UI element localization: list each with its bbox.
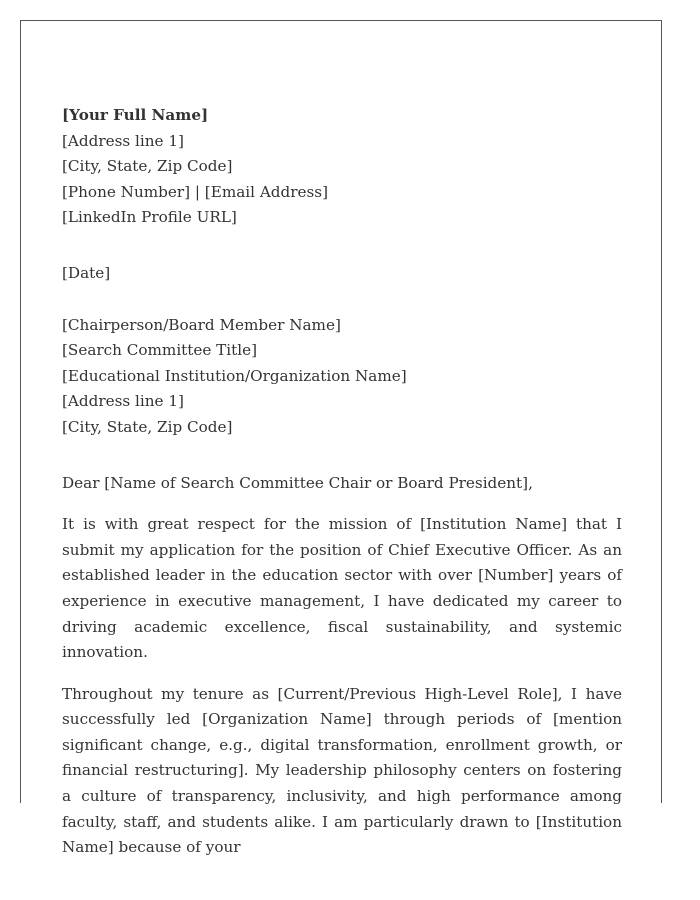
body-paragraph-1: It is with great respect for the mission of [Institution Name] that I submit my application for the position of Chief Executive Officer. As an established leader in the education sector with over [Number] years of experience in executive management, I have dedicated my career to driving academic excellence, fiscal sustainability, and systemic innovation. xyxy=(62,515,622,662)
sender-phone-email: [Phone Number] | [Email Address] xyxy=(62,182,328,201)
sender-address-line1: [Address line 1] xyxy=(62,131,184,150)
recipient-city-state-zip: [City, State, Zip Code] xyxy=(62,417,233,436)
document-page xyxy=(20,20,662,857)
sender-linkedin: [LinkedIn Profile URL] xyxy=(62,208,237,227)
salutation-text: Dear [Name of Search Committee Chair or Board President], xyxy=(62,473,533,492)
letter-date: [Date] xyxy=(62,263,111,282)
recipient-organization: [Educational Institution/Organization Name] xyxy=(62,366,407,385)
body-paragraph-2: Throughout my tenure as [Current/Previous High-Level Role], I have successfully led [Organization Name] through periods of [mention significant change, e.g., digital transformation, enrollment growth, or financial restructuring]. My leadership philosophy centers on fostering a culture of transparency, inclusivity, and high performance among faculty, staff, and students alike. I am particularly drawn to [Institution Name] because of your xyxy=(62,684,622,857)
recipient-block xyxy=(62,313,622,441)
recipient-address-line1: [Address line 1] xyxy=(62,392,184,411)
salutation xyxy=(62,471,622,497)
recipient-name: [Chairperson/Board Member Name] xyxy=(62,315,341,334)
recipient-title: [Search Committee Title] xyxy=(62,341,258,360)
sender-name: [Your Full Name] xyxy=(62,106,209,124)
date-block xyxy=(62,261,622,287)
sender-city-state-zip: [City, State, Zip Code] xyxy=(62,157,233,176)
sender-block xyxy=(62,103,622,231)
letter-body xyxy=(62,103,622,876)
